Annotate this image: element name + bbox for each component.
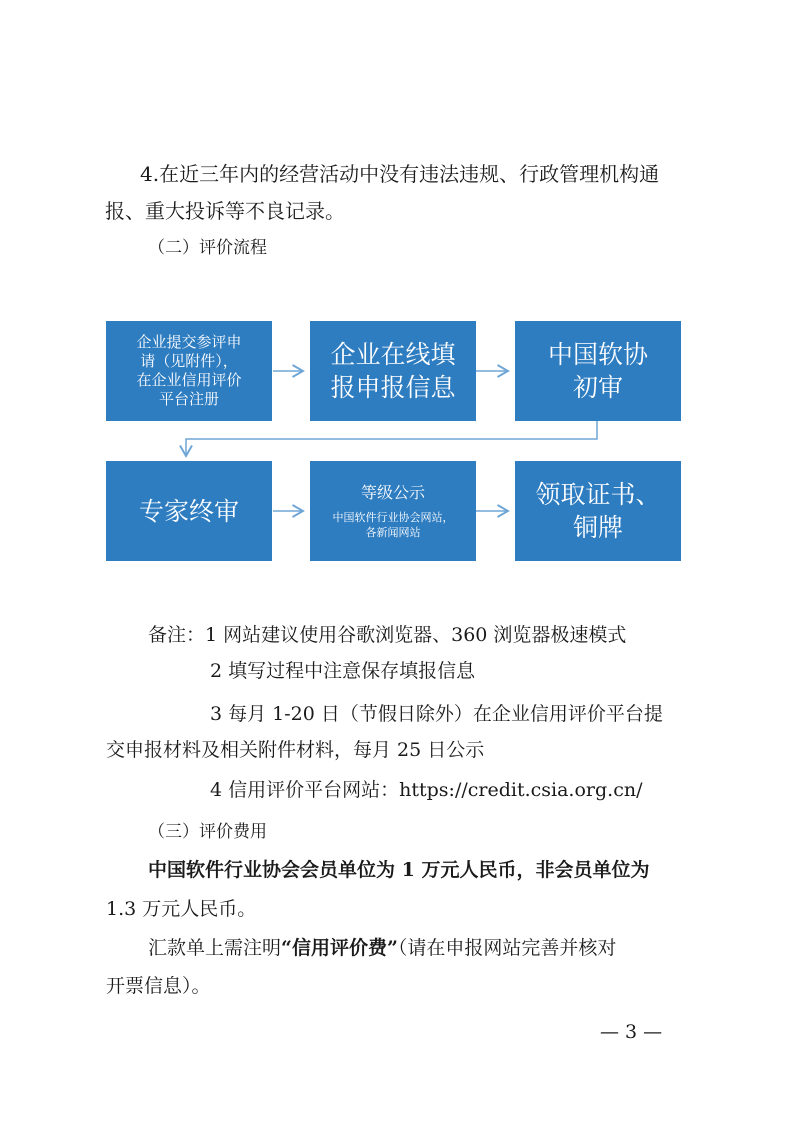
- flow-step-register-line: 请（见附件），: [140, 352, 238, 370]
- flow-step-online-report-line: 报申报信息: [330, 373, 456, 402]
- flow-step-grade-publicity-sub: 中国软件行业协会网站，: [332, 511, 454, 524]
- remit-prefix: 汇款单上需注明: [148, 937, 282, 959]
- flow-step-preliminary-review-line: 中国软协: [547, 340, 648, 369]
- flow-step-receive-certificate: [515, 461, 681, 561]
- flow-step-preliminary-review-line: 初审: [572, 373, 623, 402]
- page-number: — 3 —: [600, 1021, 663, 1043]
- process-heading: （二）评价流程: [148, 238, 267, 258]
- criteria-item-4-line-1: 4.在近三年内的经营活动中没有违法违规、行政管理机构通: [140, 162, 660, 186]
- flow-step-grade-publicity: [310, 461, 476, 561]
- remit-emphasis: “信用评价费”: [281, 937, 398, 959]
- remit-line-2: 开票信息）。: [106, 975, 211, 997]
- criteria-item-4-line-2: 报、重大投诉等不良记录。: [105, 199, 345, 223]
- flow-step-expert-review: [106, 461, 272, 561]
- flow-step-expert-review-line: 专家终审: [138, 496, 239, 526]
- fee-line-1: 中国软件行业协会会员单位为 1 万元人民币，非会员单位为: [148, 859, 650, 881]
- flow-step-receive-certificate-line: 铜牌: [572, 513, 623, 542]
- flow-step-register-line: 平台注册: [158, 390, 219, 408]
- flow-step-online-report-line: 企业在线填: [330, 340, 456, 369]
- fees-heading: （三）评价费用: [148, 822, 267, 842]
- remit-line-1: [148, 934, 616, 962]
- flow-step-receive-certificate-line: 领取证书、: [535, 480, 661, 509]
- note-3-line-1: 3 每月 1-20 日（节假日除外）在企业信用评价平台提: [210, 703, 663, 725]
- flow-step-register: [106, 321, 272, 421]
- arrow-step3-to-step4: [186, 421, 597, 456]
- remit-suffix: （请在申报网站完善并核对: [397, 937, 617, 959]
- flow-step-preliminary-review: [515, 321, 681, 421]
- flow-step-online-report: [310, 321, 476, 421]
- fee-line-2: 1.3 万元人民币。: [106, 898, 257, 920]
- note-2: 2 填写过程中注意保存填报信息: [210, 660, 476, 682]
- note-1: 备注：1 网站建议使用谷歌浏览器、360 浏览器极速模式: [148, 624, 627, 646]
- flow-step-grade-publicity-sub: 各新闻网站: [365, 526, 421, 539]
- note-3-line-2: 交申报材料及相关附件材料，每月 25 日公示: [106, 739, 485, 761]
- flow-step-register-line: 企业提交参评申: [136, 333, 242, 351]
- note-4: 4 信用评价平台网站：https://credit.csia.org.cn/: [210, 779, 643, 801]
- flow-step-grade-publicity-title: 等级公示: [360, 483, 425, 502]
- flow-step-register-line: 在企业信用评价: [136, 371, 242, 389]
